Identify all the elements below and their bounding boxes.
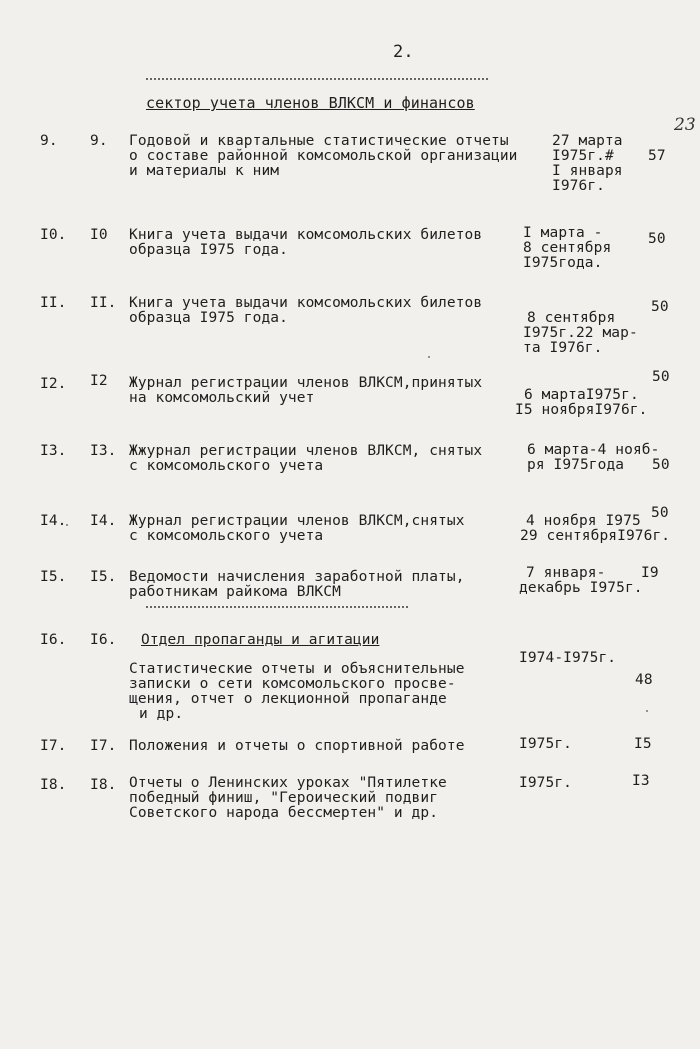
item-title-line: Журнал регистрации членов ВЛКСМ,принятых xyxy=(129,375,483,391)
item-date-line: I марта - xyxy=(523,225,603,241)
item-sheet-count: 50 xyxy=(652,369,670,385)
item-title-line: Отчеты о Ленинских уроках "Пятилетке xyxy=(129,775,447,791)
row-number: II. xyxy=(40,295,67,311)
item-title-line: записки о сети комсомольского просве- xyxy=(129,676,456,692)
item-date-line: 8 сентября xyxy=(527,310,616,326)
scan-speck xyxy=(66,524,68,526)
item-sheet-count: 50 xyxy=(651,505,669,521)
item-date-line: декабрь I975г. xyxy=(519,580,643,596)
item-title-line: образца I975 года. xyxy=(129,310,288,326)
item-sheet-count: 48 xyxy=(635,672,653,688)
item-title-line: щения, отчет о лекционной пропаганде xyxy=(129,691,447,707)
item-date-line: I975г. xyxy=(519,775,572,791)
item-date-line: 27 марта xyxy=(552,133,623,149)
item-number: I3. xyxy=(90,443,117,459)
item-sheet-count: I5 xyxy=(634,736,652,752)
subsection-title: Отдел пропаганды и агитации xyxy=(141,632,380,648)
item-sheet-count: 57 xyxy=(648,148,666,164)
item-sheet-count: I3 xyxy=(632,773,650,789)
item-date-line: 6 марта-4 нояб- xyxy=(527,442,660,458)
item-date-line: I января xyxy=(552,163,623,179)
item-number: II. xyxy=(90,295,117,311)
item-date-line: I976г. xyxy=(552,178,605,194)
item-date-line: I975г. xyxy=(519,736,572,752)
item-title-line: Ведомости начисления заработной платы, xyxy=(129,569,465,585)
item-sheet-count: 50 xyxy=(652,457,670,473)
item-number: I5. xyxy=(90,569,117,585)
page-number: 2. xyxy=(393,42,414,62)
dotted-separator xyxy=(146,606,408,608)
row-number: I6. xyxy=(40,632,67,648)
handwritten-page-number: 23 xyxy=(674,115,696,135)
item-title-line: образца I975 года. xyxy=(129,242,288,258)
dotted-separator xyxy=(146,78,488,80)
item-sheet-count: 50 xyxy=(648,231,666,247)
item-sheet-count: I9 xyxy=(641,565,659,581)
item-title-line: Книга учета выдачи комсомольских билетов xyxy=(129,227,483,243)
item-number: I0 xyxy=(90,227,108,243)
item-title-line: Положения и отчеты о спортивной работе xyxy=(129,738,465,754)
item-date-line: 29 сентябряI976г. xyxy=(520,528,671,544)
item-title-line: Статистические отчеты и объяснительные xyxy=(129,661,465,677)
item-date-line: 8 сентября xyxy=(523,240,612,256)
item-title-line: Советского народа бессмертен" и др. xyxy=(129,805,439,821)
row-number: I7. xyxy=(40,738,67,754)
item-date-line: 4 ноября I975 xyxy=(526,513,641,529)
item-number: I4. xyxy=(90,513,117,529)
item-title-line: и др. xyxy=(139,706,184,722)
item-title-line: и материалы к ним xyxy=(129,163,280,179)
item-date-line: 6 мартаI975г. xyxy=(524,387,639,403)
item-date-line: та I976г. xyxy=(523,340,603,356)
row-number: 9. xyxy=(40,133,58,149)
item-date-line: I975г.# xyxy=(552,148,614,164)
scan-speck xyxy=(646,710,648,712)
item-title-line: Жжурнал регистрации членов ВЛКСМ, снятых xyxy=(129,443,483,459)
item-sheet-count: 50 xyxy=(651,299,669,315)
item-title-line: с комсомольского учета xyxy=(129,458,324,474)
item-title-line: Книга учета выдачи комсомольских билетов xyxy=(129,295,483,311)
row-number: I2. xyxy=(40,376,67,392)
item-title-line: работникам райкома ВЛКСМ xyxy=(129,584,341,600)
item-number: I8. xyxy=(90,777,117,793)
row-number: I3. xyxy=(40,443,67,459)
item-date-line: 7 января- xyxy=(526,565,606,581)
row-number: I0. xyxy=(40,227,67,243)
item-date-line: I975года. xyxy=(523,255,603,271)
item-date-line: I975г.22 мар- xyxy=(523,325,638,341)
row-number: I8. xyxy=(40,777,67,793)
item-date-line: ря I975года xyxy=(527,457,625,473)
section-title: сектор учета членов ВЛКСМ и финансов xyxy=(146,94,475,112)
item-date-line: I5 ноябряI976г. xyxy=(515,402,648,418)
scan-speck xyxy=(428,356,430,358)
item-number: 9. xyxy=(90,133,108,149)
item-number: I2 xyxy=(90,373,108,389)
item-title-line: на комсомольский учет xyxy=(129,390,315,406)
row-number: I4. xyxy=(40,513,67,529)
item-title-line: о составе районной комсомольской организации xyxy=(129,148,518,164)
item-number: I6. xyxy=(90,632,117,648)
item-date-line: I974-I975г. xyxy=(519,650,617,666)
item-title-line: Журнал регистрации членов ВЛКСМ,снятых xyxy=(129,513,465,529)
item-number: I7. xyxy=(90,738,117,754)
row-number: I5. xyxy=(40,569,67,585)
item-title-line: победный финиш, "Героический подвиг xyxy=(129,790,439,806)
item-title-line: с комсомольского учета xyxy=(129,528,324,544)
item-title-line: Годовой и квартальные статистические отчеты xyxy=(129,133,509,149)
